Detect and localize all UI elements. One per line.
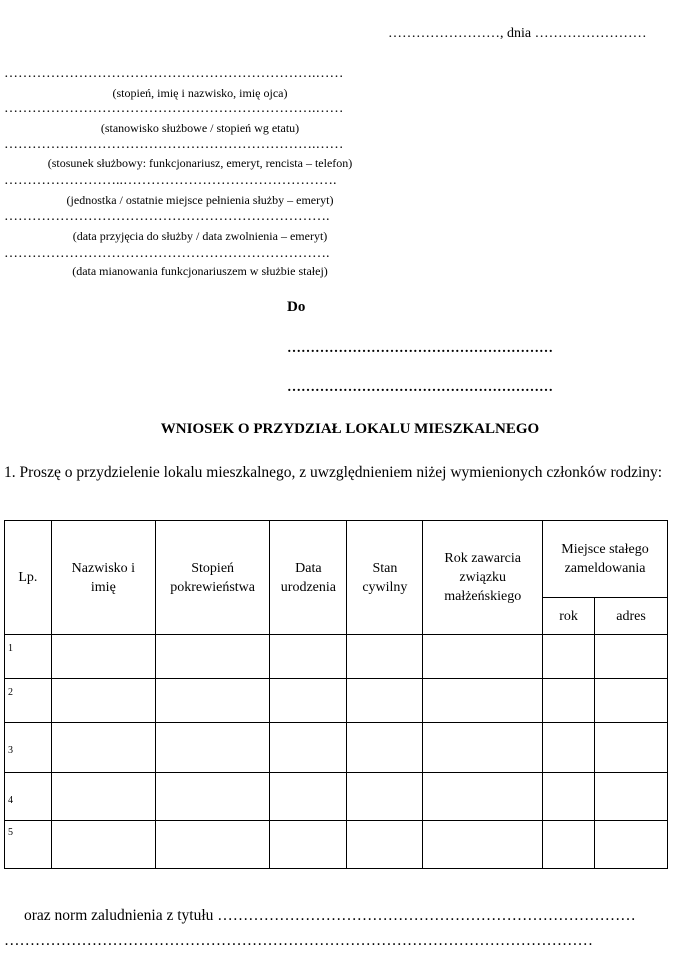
header-name-text: Nazwisko i imię — [71, 560, 136, 595]
cell-name[interactable] — [51, 679, 155, 723]
unit-line[interactable]: ……………………..………………………………………. — [4, 173, 337, 188]
cell-birth-date[interactable] — [270, 679, 347, 723]
header-marriage-year — [423, 521, 543, 635]
header-residence — [543, 521, 668, 598]
cell-residence-year[interactable] — [543, 723, 595, 773]
row-number: 1 — [5, 635, 52, 679]
cell-relation[interactable] — [155, 679, 269, 723]
cell-civil-status[interactable] — [347, 821, 423, 869]
header-birth-date-text: Data urodzenia — [280, 560, 336, 595]
cell-birth-date[interactable] — [270, 821, 347, 869]
appointment-date-line[interactable]: ……………………………………………………………. — [4, 246, 330, 261]
header-residence-address: adres — [595, 598, 668, 635]
service-date-caption: (data przyjęcia do służby / data zwolnienia – emeryt) — [72, 229, 328, 243]
cell-civil-status[interactable] — [347, 679, 423, 723]
cell-civil-status[interactable] — [347, 635, 423, 679]
cell-residence-address[interactable] — [595, 679, 668, 723]
applicant-name-caption: (stopień, imię i nazwisko, imię ojca) — [112, 86, 288, 100]
recipient-line-1[interactable]: ………………………………………………… — [287, 341, 553, 356]
cell-relation[interactable] — [155, 821, 269, 869]
cell-birth-date[interactable] — [270, 723, 347, 773]
service-status-caption: (stosunek służbowy: funkcjonariusz, emeryt, rencista – telefon) — [47, 156, 353, 170]
header-residence-text: Miejsce stałego zameldowania — [561, 542, 649, 576]
cell-residence-address[interactable] — [595, 723, 668, 773]
cell-relation[interactable] — [155, 773, 269, 821]
recipient-line-2[interactable]: ………………………………………………… — [287, 380, 553, 395]
row-number: 4 — [5, 773, 52, 821]
cell-residence-address[interactable] — [595, 773, 668, 821]
applicant-name-line[interactable]: ………………………………………………………….…… — [4, 66, 344, 81]
table-row — [5, 773, 668, 821]
cell-relation[interactable] — [155, 723, 269, 773]
cell-residence-year[interactable] — [543, 773, 595, 821]
table-row — [5, 821, 668, 869]
cell-marriage-year[interactable] — [423, 773, 543, 821]
table-row — [5, 635, 668, 679]
cell-residence-address[interactable] — [595, 821, 668, 869]
table-row — [5, 679, 668, 723]
header-lp: Lp. — [5, 521, 52, 635]
paragraph-1: 1. Proszę o przydzielenie lokalu mieszkalnego, z uwzględnieniem niżej wymienionych członków rodziny: — [4, 464, 663, 481]
cell-name[interactable] — [51, 821, 155, 869]
cell-birth-date[interactable] — [270, 635, 347, 679]
header-civil-status-text: Stan cywilny — [362, 560, 408, 595]
family-members-table — [4, 520, 668, 869]
cell-civil-status[interactable] — [347, 773, 423, 821]
cell-name[interactable] — [51, 773, 155, 821]
cell-marriage-year[interactable] — [423, 635, 543, 679]
place-date-line[interactable]: ……………………, dnia …………………… — [388, 26, 647, 41]
norm-line[interactable]: oraz norm zaludnienia z tytułu ……………………………………………………………………… — [24, 907, 636, 924]
cell-name[interactable] — [51, 635, 155, 679]
position-line[interactable]: ………………………………………………………….…… — [4, 101, 344, 116]
header-marriage-year-text: Rok zawarcia związku małżeńskiego — [444, 551, 522, 604]
row-number: 3 — [5, 723, 52, 773]
document-title: WNIOSEK O PRZYDZIAŁ LOKALU MIESZKALNEGO — [160, 421, 540, 437]
continuation-line[interactable]: …………………………………………………………………………………………………… — [4, 932, 593, 949]
header-birth-date — [270, 521, 347, 635]
header-relation — [155, 521, 269, 635]
service-status-line[interactable]: ………………………………………………………….…… — [4, 137, 344, 152]
cell-residence-address[interactable] — [595, 635, 668, 679]
cell-name[interactable] — [51, 723, 155, 773]
service-date-line[interactable]: ……………………………………………………………. — [4, 209, 330, 224]
cell-residence-year[interactable] — [543, 635, 595, 679]
cell-marriage-year[interactable] — [423, 821, 543, 869]
position-caption: (stanowisko służbowe / stopień wg etatu) — [100, 121, 300, 135]
row-number: 2 — [5, 679, 52, 723]
table-row — [5, 723, 668, 773]
header-civil-status — [347, 521, 423, 635]
cell-residence-year[interactable] — [543, 821, 595, 869]
cell-relation[interactable] — [155, 635, 269, 679]
row-number: 5 — [5, 821, 52, 869]
cell-residence-year[interactable] — [543, 679, 595, 723]
cell-civil-status[interactable] — [347, 723, 423, 773]
appointment-date-caption: (data mianowania funkcjonariuszem w służbie stałej) — [72, 264, 328, 278]
cell-marriage-year[interactable] — [423, 679, 543, 723]
header-residence-year: rok — [543, 598, 595, 635]
header-relation-text: Stopień pokrewieństwa — [170, 560, 256, 595]
cell-birth-date[interactable] — [270, 773, 347, 821]
unit-caption: (jednostka / ostatnie miejsce pełnienia służby – emeryt) — [66, 193, 334, 207]
cell-marriage-year[interactable] — [423, 723, 543, 773]
header-name — [51, 521, 155, 635]
recipient-label: Do — [287, 299, 306, 315]
